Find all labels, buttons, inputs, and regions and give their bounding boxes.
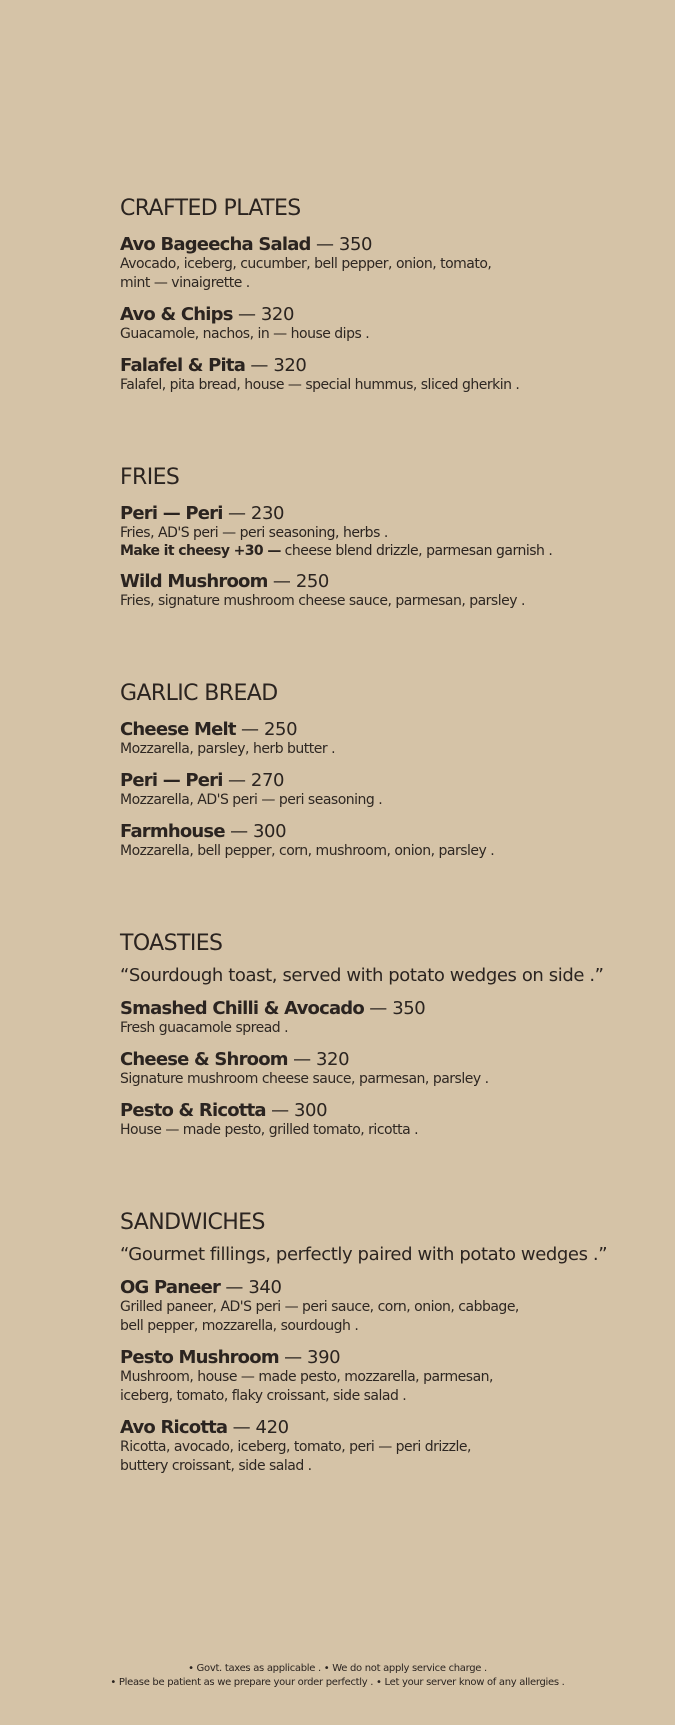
item-price: 250 [263, 719, 298, 740]
section-crafted-plates [120, 196, 620, 395]
item-price: 320 [273, 355, 307, 376]
item-price: 350 [338, 234, 373, 255]
item-description: Fresh guacamole spread . [120, 1020, 289, 1036]
menu-item: Farmhouse — 300 Mozzarella, bell pepper, corn, mushroom, onion, parsley . [120, 821, 620, 861]
item-price: 420 [255, 1417, 289, 1438]
item-name: Peri — Peri [120, 770, 223, 791]
section-tagline: “Gourmet fillings, perfectly paired with potato wedges .” [120, 1244, 608, 1265]
section-title: FRIES [120, 465, 180, 490]
item-name: Falafel & Pita [120, 355, 246, 376]
menu-item: Cheese & Shroom — 320 Signature mushroom cheese sauce, parmesan, parsley . [120, 1049, 620, 1089]
menu-item: Falafel & Pita — 320 Falafel, pita bread, house — special hummus, sliced gherkin . [120, 355, 620, 395]
item-description: House — made pesto, grilled tomato, ricotta . [120, 1122, 419, 1138]
footer-line: • Please be patient as we prepare your order perfectly . • Let your server know of any allergies . [110, 1677, 565, 1688]
menu-item: Peri — Peri — 270 Mozzarella, AD'S peri — peri seasoning . [120, 770, 620, 810]
item-name: Wild Mushroom [120, 571, 268, 592]
item-addon [120, 542, 620, 560]
menu-item: Cheese Melt — 250 Mozzarella, parsley, herb butter . [120, 719, 620, 759]
item-description: Falafel, pita bread, house — special hummus, sliced gherkin . [120, 377, 520, 393]
section-toasties [120, 931, 620, 1140]
section-garlic-bread [120, 681, 620, 861]
item-description: Avocado, iceberg, cucumber, bell pepper, onion, tomato, [120, 256, 492, 272]
item-name: OG Paneer [120, 1277, 221, 1298]
item-description: Fries, AD'S peri — peri seasoning, herbs . [120, 525, 388, 541]
item-price: 250 [295, 571, 329, 592]
item-description: Mozzarella, parsley, herb butter . [120, 741, 336, 757]
section-fries [120, 465, 620, 611]
item-name: Pesto & Ricotta [120, 1100, 266, 1121]
menu-item: Avo Ricotta — 420 Ricotta, avocado, iceberg, tomato, peri — peri drizzle, buttery croissant, side salad . [120, 1417, 620, 1476]
section-title: SANDWICHES [120, 1210, 265, 1235]
section-tagline: “Sourdough toast, served with potato wedges on side .” [120, 965, 604, 986]
menu-item: Wild Mushroom — 250 Fries, signature mushroom cheese sauce, parmesan, parsley . [120, 571, 620, 611]
item-name: Farmhouse [120, 821, 225, 842]
item-name: Smashed Chilli & Avocado [120, 998, 364, 1019]
item-name: Cheese Melt [120, 719, 236, 740]
section-title: CRAFTED PLATES [120, 196, 301, 221]
menu-item: Pesto Mushroom — 390 Mushroom, house — made pesto, mozzarella, parmesan, iceberg, tomato, flaky croissant, side salad . [120, 1347, 620, 1406]
item-price: 270 [250, 770, 285, 791]
footer-line: • Govt. taxes as applicable . • We do not apply service charge . [188, 1663, 487, 1674]
item-price: 350 [392, 998, 426, 1019]
item-description: bell pepper, mozzarella, sourdough . [120, 1318, 359, 1334]
section-title: TOASTIES [120, 931, 223, 956]
item-description: Mozzarella, AD'S peri — peri seasoning . [120, 792, 383, 808]
item-price: 340 [248, 1277, 282, 1298]
menu [120, 196, 620, 1487]
item-name: Pesto Mushroom [120, 1347, 279, 1368]
item-description: Grilled paneer, AD'S peri — peri sauce, corn, onion, cabbage, [120, 1299, 519, 1315]
section-title: GARLIC BREAD [120, 681, 278, 706]
item-name: Avo Bageecha Salad [120, 234, 311, 255]
addon-label: Make it cheesy +30 — [120, 543, 281, 559]
menu-item: Pesto & Ricotta — 300 House — made pesto, grilled tomato, ricotta . [120, 1100, 620, 1140]
item-description: Ricotta, avocado, iceberg, tomato, peri — peri drizzle, [120, 1439, 471, 1455]
addon-text: cheese blend drizzle, parmesan garnish . [280, 543, 553, 559]
item-description: buttery croissant, side salad . [120, 1458, 312, 1474]
item-description: Mushroom, house — made pesto, mozzarella, parmesan, [120, 1369, 493, 1385]
item-description: iceberg, tomato, flaky croissant, side salad . [120, 1388, 407, 1404]
item-description: mint — vinaigrette . [120, 275, 250, 291]
item-price: 300 [294, 1100, 328, 1121]
item-price: 230 [250, 503, 285, 524]
item-price: 300 [253, 821, 287, 842]
item-description: Signature mushroom cheese sauce, parmesan, parsley . [120, 1071, 489, 1087]
item-price: 320 [260, 304, 295, 325]
item-price: 390 [307, 1347, 341, 1368]
item-name: Avo & Chips [120, 304, 233, 325]
menu-item: Smashed Chilli & Avocado — 350 Fresh guacamole spread . [120, 998, 620, 1038]
item-name: Peri — Peri [120, 503, 223, 524]
item-name: Avo Ricotta [120, 1417, 228, 1438]
item-name: Cheese & Shroom [120, 1049, 288, 1070]
item-description: Fries, signature mushroom cheese sauce, parmesan, parsley . [120, 593, 525, 609]
item-description: Mozzarella, bell pepper, corn, mushroom, onion, parsley . [120, 843, 495, 859]
section-sandwiches [120, 1210, 620, 1476]
item-description: Guacamole, nachos, in — house dips . [120, 326, 370, 342]
menu-item: Avo Bageecha Salad — 350 Avocado, iceberg, cucumber, bell pepper, onion, tomato, mint — vinaigrette . [120, 234, 620, 293]
menu-item: OG Paneer — 340 Grilled paneer, AD'S peri — peri sauce, corn, onion, cabbage, bell pepper, mozzarella, sourdough . [120, 1277, 620, 1336]
footer-notes [0, 1662, 675, 1690]
menu-item: Peri — Peri — 230 Fries, AD'S peri — peri seasoning, herbs . Make it cheesy +30 — cheese blend drizzle, parmesan garnish . [120, 503, 620, 560]
item-price: 320 [316, 1049, 350, 1070]
menu-item: Avo & Chips — 320 Guacamole, nachos, in — house dips . [120, 304, 620, 344]
